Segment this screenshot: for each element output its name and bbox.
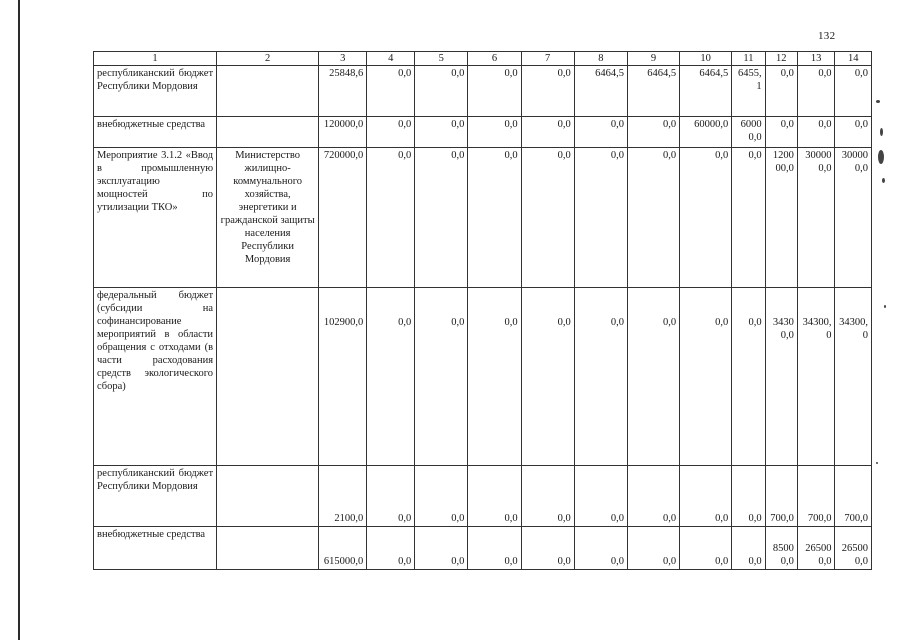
value-cell: 25848,6 bbox=[319, 66, 367, 117]
scan-speck bbox=[880, 128, 883, 136]
value-cell: 0,0 bbox=[797, 66, 835, 117]
value-cell: 0,0 bbox=[521, 466, 574, 527]
row-organization bbox=[217, 527, 319, 570]
value-cell: 0,0 bbox=[627, 148, 679, 288]
header-cell: 3 bbox=[319, 52, 367, 66]
value-cell: 700,0 bbox=[797, 466, 835, 527]
value-cell: 300000,0 bbox=[797, 148, 835, 288]
header-cell: 10 bbox=[680, 52, 732, 66]
value-cell: 0,0 bbox=[574, 288, 627, 466]
budget-table bbox=[93, 51, 872, 570]
header-cell: 1 bbox=[94, 52, 217, 66]
value-cell: 0,0 bbox=[732, 466, 765, 527]
row-organization bbox=[217, 117, 319, 148]
value-cell: 0,0 bbox=[627, 527, 679, 570]
value-cell: 265000,0 bbox=[835, 527, 872, 570]
value-cell: 0,0 bbox=[835, 117, 872, 148]
value-cell: 0,0 bbox=[835, 66, 872, 117]
value-cell: 34300,0 bbox=[797, 288, 835, 466]
scan-speck bbox=[878, 150, 884, 164]
value-cell: 0,0 bbox=[468, 527, 521, 570]
value-cell: 720000,0 bbox=[319, 148, 367, 288]
value-cell: 0,0 bbox=[680, 527, 732, 570]
header-cell: 13 bbox=[797, 52, 835, 66]
row-description: федеральный бюджет (субсидии на софинансирование мероприятий в области обращения с отходами (в части расходования средств экологического сбора) bbox=[94, 288, 217, 466]
value-cell: 0,0 bbox=[415, 117, 468, 148]
row-description: внебюджетные средства bbox=[94, 117, 217, 148]
value-cell: 0,0 bbox=[468, 117, 521, 148]
value-cell: 85000,0 bbox=[765, 527, 797, 570]
value-cell: 0,0 bbox=[797, 117, 835, 148]
value-cell: 0,0 bbox=[680, 466, 732, 527]
value-cell: 6000 0,0 bbox=[732, 117, 765, 148]
row-description: республиканский бюджет Республики Мордовия bbox=[94, 466, 217, 527]
value-cell: 0,0 bbox=[680, 148, 732, 288]
header-cell: 6 bbox=[468, 52, 521, 66]
scan-edge-line bbox=[18, 0, 20, 640]
row-organization bbox=[217, 66, 319, 117]
value-cell: 0,0 bbox=[521, 117, 574, 148]
value-cell: 0,0 bbox=[765, 117, 797, 148]
value-cell: 0,0 bbox=[415, 288, 468, 466]
value-cell: 700,0 bbox=[765, 466, 797, 527]
value-cell: 0,0 bbox=[367, 527, 415, 570]
value-cell: 0,0 bbox=[367, 148, 415, 288]
value-cell: 0,0 bbox=[732, 527, 765, 570]
header-cell: 11 bbox=[732, 52, 765, 66]
page-number: 132 bbox=[818, 30, 836, 42]
value-cell: 60000,0 bbox=[680, 117, 732, 148]
value-cell: 0,0 bbox=[574, 117, 627, 148]
value-cell: 0,0 bbox=[627, 117, 679, 148]
header-cell: 4 bbox=[367, 52, 415, 66]
header-cell: 12 bbox=[765, 52, 797, 66]
value-cell: 0,0 bbox=[468, 148, 521, 288]
value-cell: 0,0 bbox=[627, 288, 679, 466]
value-cell: 34300,0 bbox=[765, 288, 797, 466]
scan-speck bbox=[876, 100, 880, 103]
value-cell: 0,0 bbox=[680, 288, 732, 466]
value-cell: 6455,1 bbox=[732, 66, 765, 117]
value-cell: 6464,5 bbox=[574, 66, 627, 117]
scan-speck bbox=[884, 305, 886, 308]
row-description: республиканский бюджет Республики Мордовия bbox=[94, 66, 217, 117]
table-row bbox=[94, 527, 872, 570]
table-row bbox=[94, 466, 872, 527]
value-cell: 6464,5 bbox=[627, 66, 679, 117]
header-cell: 2 bbox=[217, 52, 319, 66]
table-row bbox=[94, 66, 872, 117]
value-cell: 0,0 bbox=[765, 66, 797, 117]
value-cell: 120000,0 bbox=[319, 117, 367, 148]
value-cell: 0,0 bbox=[521, 148, 574, 288]
table-row bbox=[94, 117, 872, 148]
value-cell: 0,0 bbox=[415, 148, 468, 288]
value-cell: 0,0 bbox=[732, 148, 765, 288]
value-cell: 0,0 bbox=[521, 66, 574, 117]
value-cell: 615000,0 bbox=[319, 527, 367, 570]
value-cell: 0,0 bbox=[732, 288, 765, 466]
value-cell: 0,0 bbox=[367, 117, 415, 148]
value-cell: 0,0 bbox=[521, 527, 574, 570]
table-row bbox=[94, 288, 872, 466]
value-cell: 0,0 bbox=[415, 66, 468, 117]
header-cell: 9 bbox=[627, 52, 679, 66]
value-cell: 0,0 bbox=[574, 466, 627, 527]
value-cell: 120000,0 bbox=[765, 148, 797, 288]
scan-speck bbox=[882, 178, 885, 183]
value-cell: 0,0 bbox=[574, 527, 627, 570]
value-cell: 0,0 bbox=[521, 288, 574, 466]
value-cell: 0,0 bbox=[468, 66, 521, 117]
value-cell: 0,0 bbox=[415, 466, 468, 527]
value-cell: 102900,0 bbox=[319, 288, 367, 466]
table-row bbox=[94, 148, 872, 288]
header-row bbox=[94, 52, 872, 66]
header-cell: 8 bbox=[574, 52, 627, 66]
row-organization bbox=[217, 288, 319, 466]
value-cell: 2100,0 bbox=[319, 466, 367, 527]
value-cell: 0,0 bbox=[468, 288, 521, 466]
value-cell: 0,0 bbox=[367, 466, 415, 527]
value-cell: 0,0 bbox=[574, 148, 627, 288]
value-cell: 34300,0 bbox=[835, 288, 872, 466]
value-cell: 0,0 bbox=[367, 66, 415, 117]
value-cell: 700,0 bbox=[835, 466, 872, 527]
header-cell: 5 bbox=[415, 52, 468, 66]
value-cell: 300000,0 bbox=[835, 148, 872, 288]
value-cell: 0,0 bbox=[627, 466, 679, 527]
row-description: внебюджетные средства bbox=[94, 527, 217, 570]
value-cell: 0,0 bbox=[468, 466, 521, 527]
header-cell: 7 bbox=[521, 52, 574, 66]
row-organization bbox=[217, 466, 319, 527]
value-cell: 265000,0 bbox=[797, 527, 835, 570]
row-organization: Министерство жилищно-коммунального хозяйства, энергетики и гражданской защиты населения Республики Мордовия bbox=[217, 148, 319, 288]
scan-speck bbox=[876, 462, 878, 464]
value-cell: 6464,5 bbox=[680, 66, 732, 117]
value-cell: 0,0 bbox=[415, 527, 468, 570]
header-cell: 14 bbox=[835, 52, 872, 66]
row-description: Мероприятие 3.1.2 «Ввод в промышленную эксплуатацию мощностей по утилизации ТКО» bbox=[94, 148, 217, 288]
value-cell: 0,0 bbox=[367, 288, 415, 466]
